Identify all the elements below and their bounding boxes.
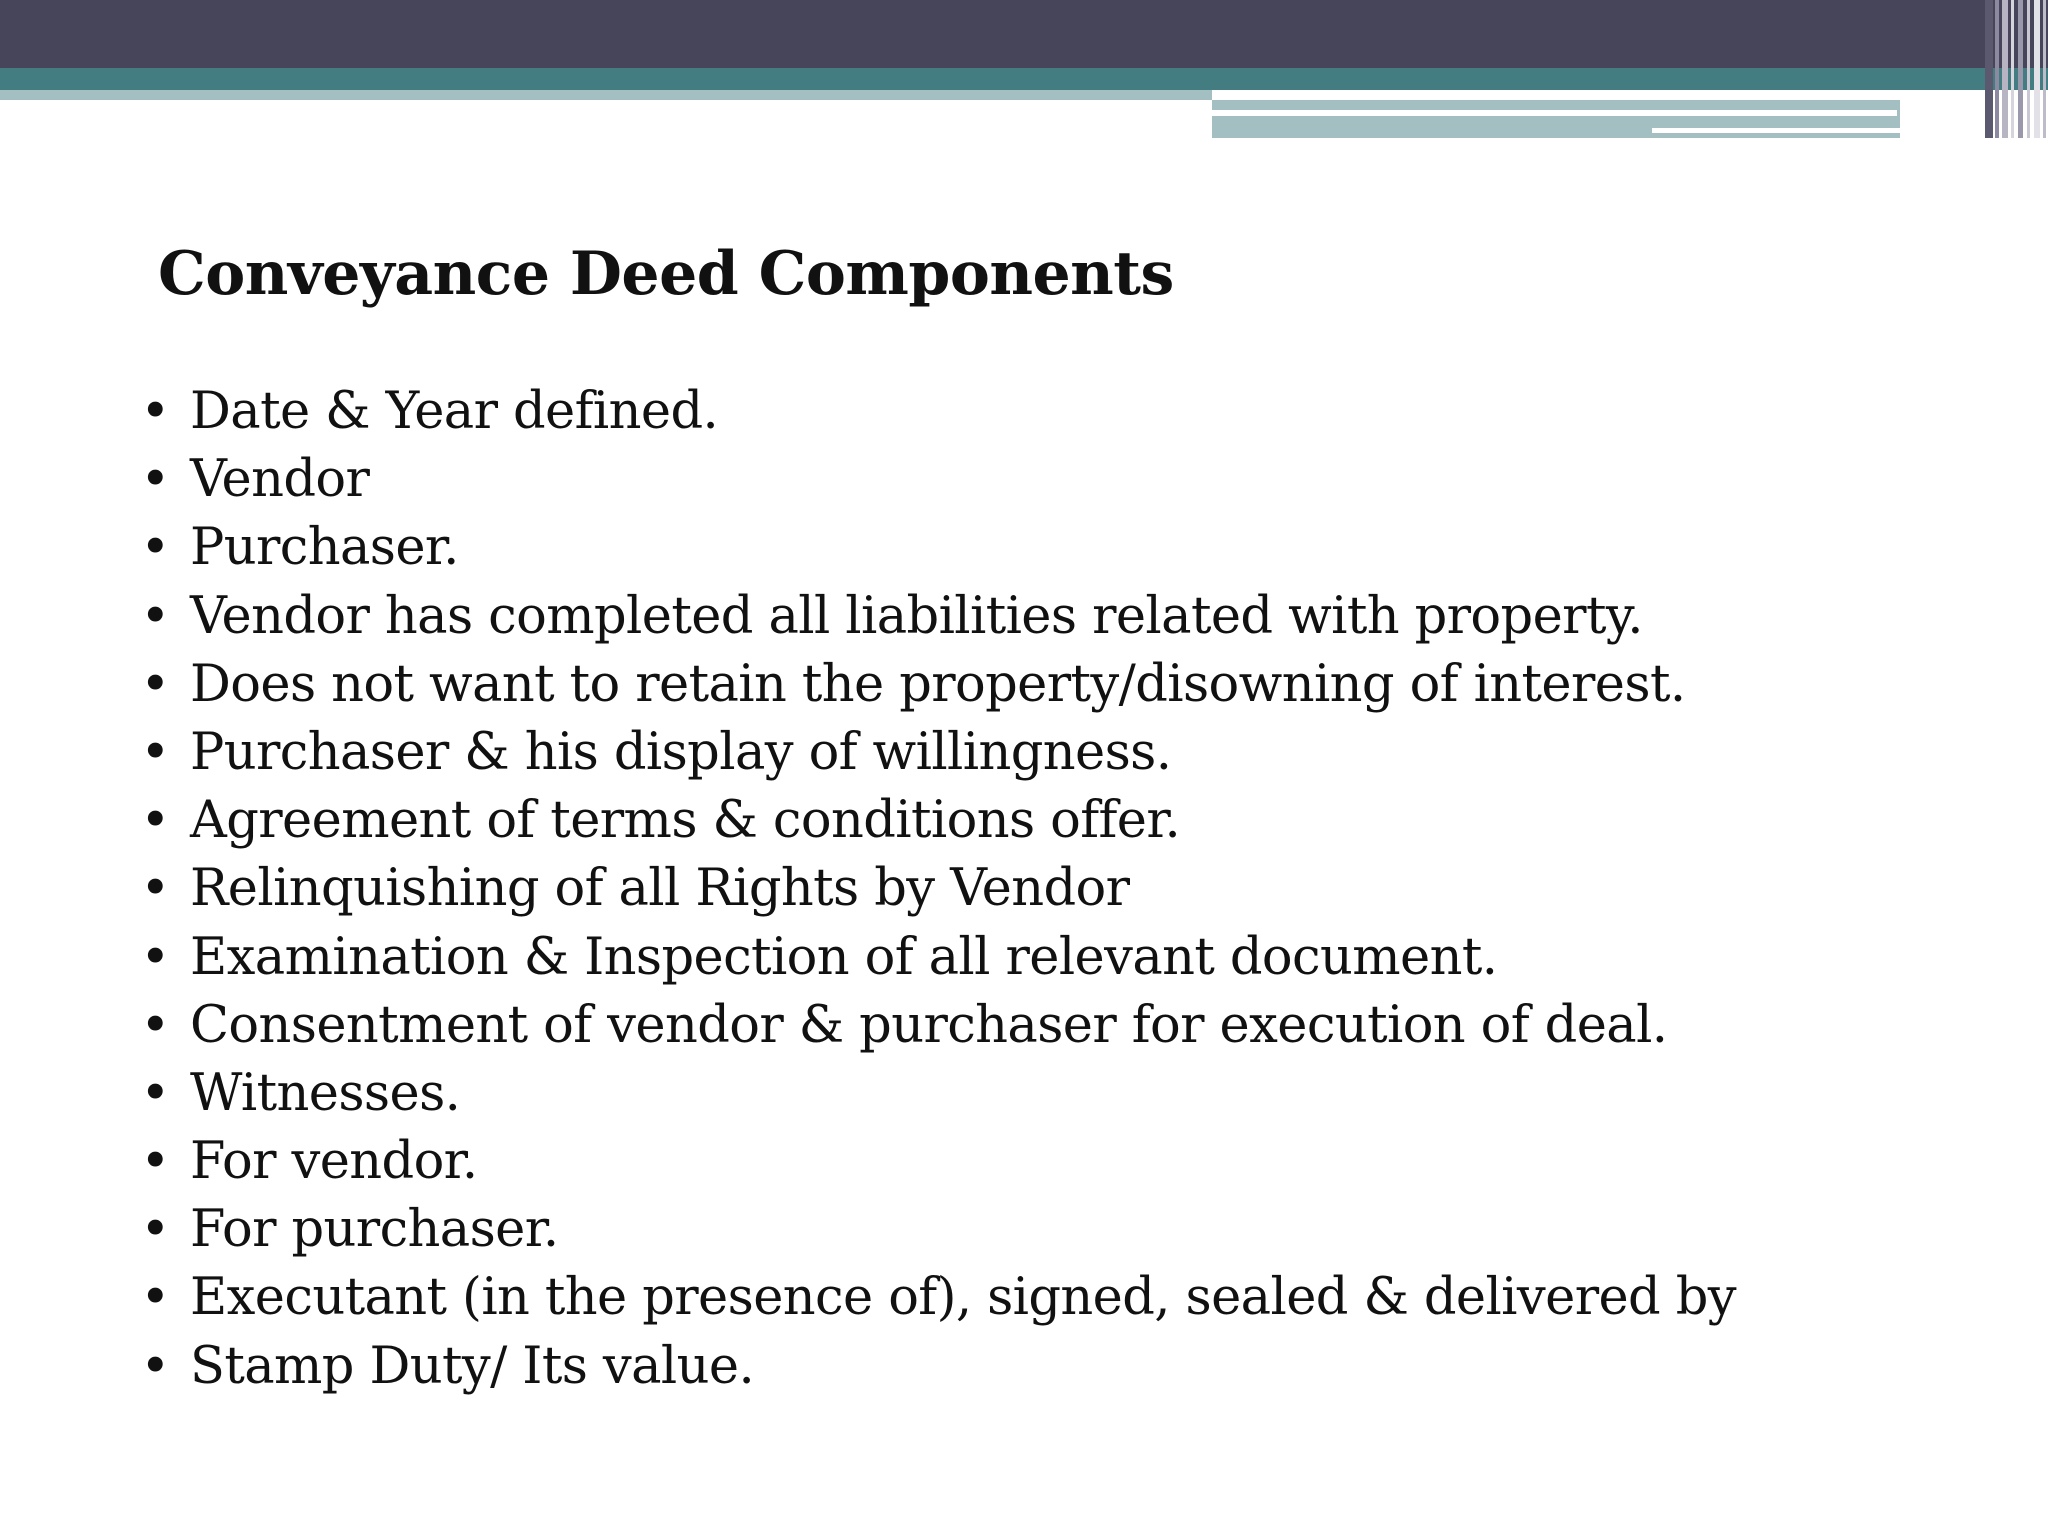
- bullet-dot: •: [140, 722, 170, 782]
- bullet-dot: •: [140, 791, 170, 851]
- bullet-item: [140, 446, 1736, 514]
- header-white-line: [1212, 110, 1897, 116]
- bullet-dot: •: [140, 859, 170, 919]
- bullet-text: Witnesses.: [190, 1063, 461, 1123]
- header-vertical-stripes: [1985, 0, 2048, 138]
- bullet-text: Relinquishing of all Rights by Vendor: [190, 859, 1130, 919]
- header-dark-band: [0, 0, 2048, 68]
- bullet-dot: •: [140, 382, 170, 441]
- header-teal-band: [0, 68, 2048, 90]
- bullet-text: Vendor: [190, 450, 370, 510]
- bullet-item: [140, 583, 1736, 651]
- bullet-dot: •: [140, 518, 170, 578]
- bullet-text: Executant (in the presence of), signed, sealed & delivered by: [190, 1268, 1736, 1328]
- bullet-dot: •: [140, 450, 170, 510]
- bullet-item: [140, 1264, 1736, 1332]
- bullet-dot: •: [140, 1268, 170, 1328]
- bullet-item: [140, 855, 1736, 923]
- bullet-dot: •: [140, 654, 170, 714]
- bullet-text: Date & Year defined.: [190, 382, 719, 441]
- bullet-dot: •: [140, 1200, 170, 1260]
- bullet-list: [140, 378, 1736, 1401]
- bullet-item: [140, 1196, 1736, 1264]
- bullet-dot: •: [140, 1063, 170, 1123]
- bullet-text: Does not want to retain the property/disowning of interest.: [190, 654, 1686, 714]
- bullet-item: [140, 514, 1736, 582]
- bullet-item: [140, 992, 1736, 1060]
- bullet-text: For purchaser.: [190, 1200, 559, 1260]
- bullet-text: For vendor.: [190, 1132, 478, 1192]
- header-white-line-short: [1652, 128, 1900, 133]
- bullet-text: Examination & Inspection of all relevant document.: [190, 927, 1498, 987]
- bullet-item: [140, 651, 1736, 719]
- bullet-dot: •: [140, 1132, 170, 1192]
- bullet-item: [140, 1060, 1736, 1128]
- bullet-dot: •: [140, 1336, 170, 1396]
- bullet-text: Consentment of vendor & purchaser for execution of deal.: [190, 995, 1668, 1055]
- bullet-item: [140, 1128, 1736, 1196]
- bullet-text: Vendor has completed all liabilities related with property.: [190, 586, 1643, 646]
- bullet-text: Purchaser & his display of willingness.: [190, 722, 1172, 782]
- bullet-item: [140, 924, 1736, 992]
- bullet-item: [140, 378, 1736, 446]
- bullet-text: Purchaser.: [190, 518, 459, 578]
- bullet-text: Agreement of terms & conditions offer.: [190, 791, 1181, 851]
- bullet-item: [140, 719, 1736, 787]
- bullet-item: [140, 787, 1736, 855]
- bullet-text: Stamp Duty/ Its value.: [190, 1336, 755, 1396]
- slide-title: Conveyance Deed Components: [158, 239, 1174, 309]
- header-right-block-lower: [1212, 124, 1652, 138]
- header-light-strip: [0, 90, 1212, 100]
- bullet-dot: •: [140, 927, 170, 987]
- bullet-item: [140, 1333, 1736, 1401]
- bullet-dot: •: [140, 995, 170, 1055]
- bullet-dot: •: [140, 586, 170, 646]
